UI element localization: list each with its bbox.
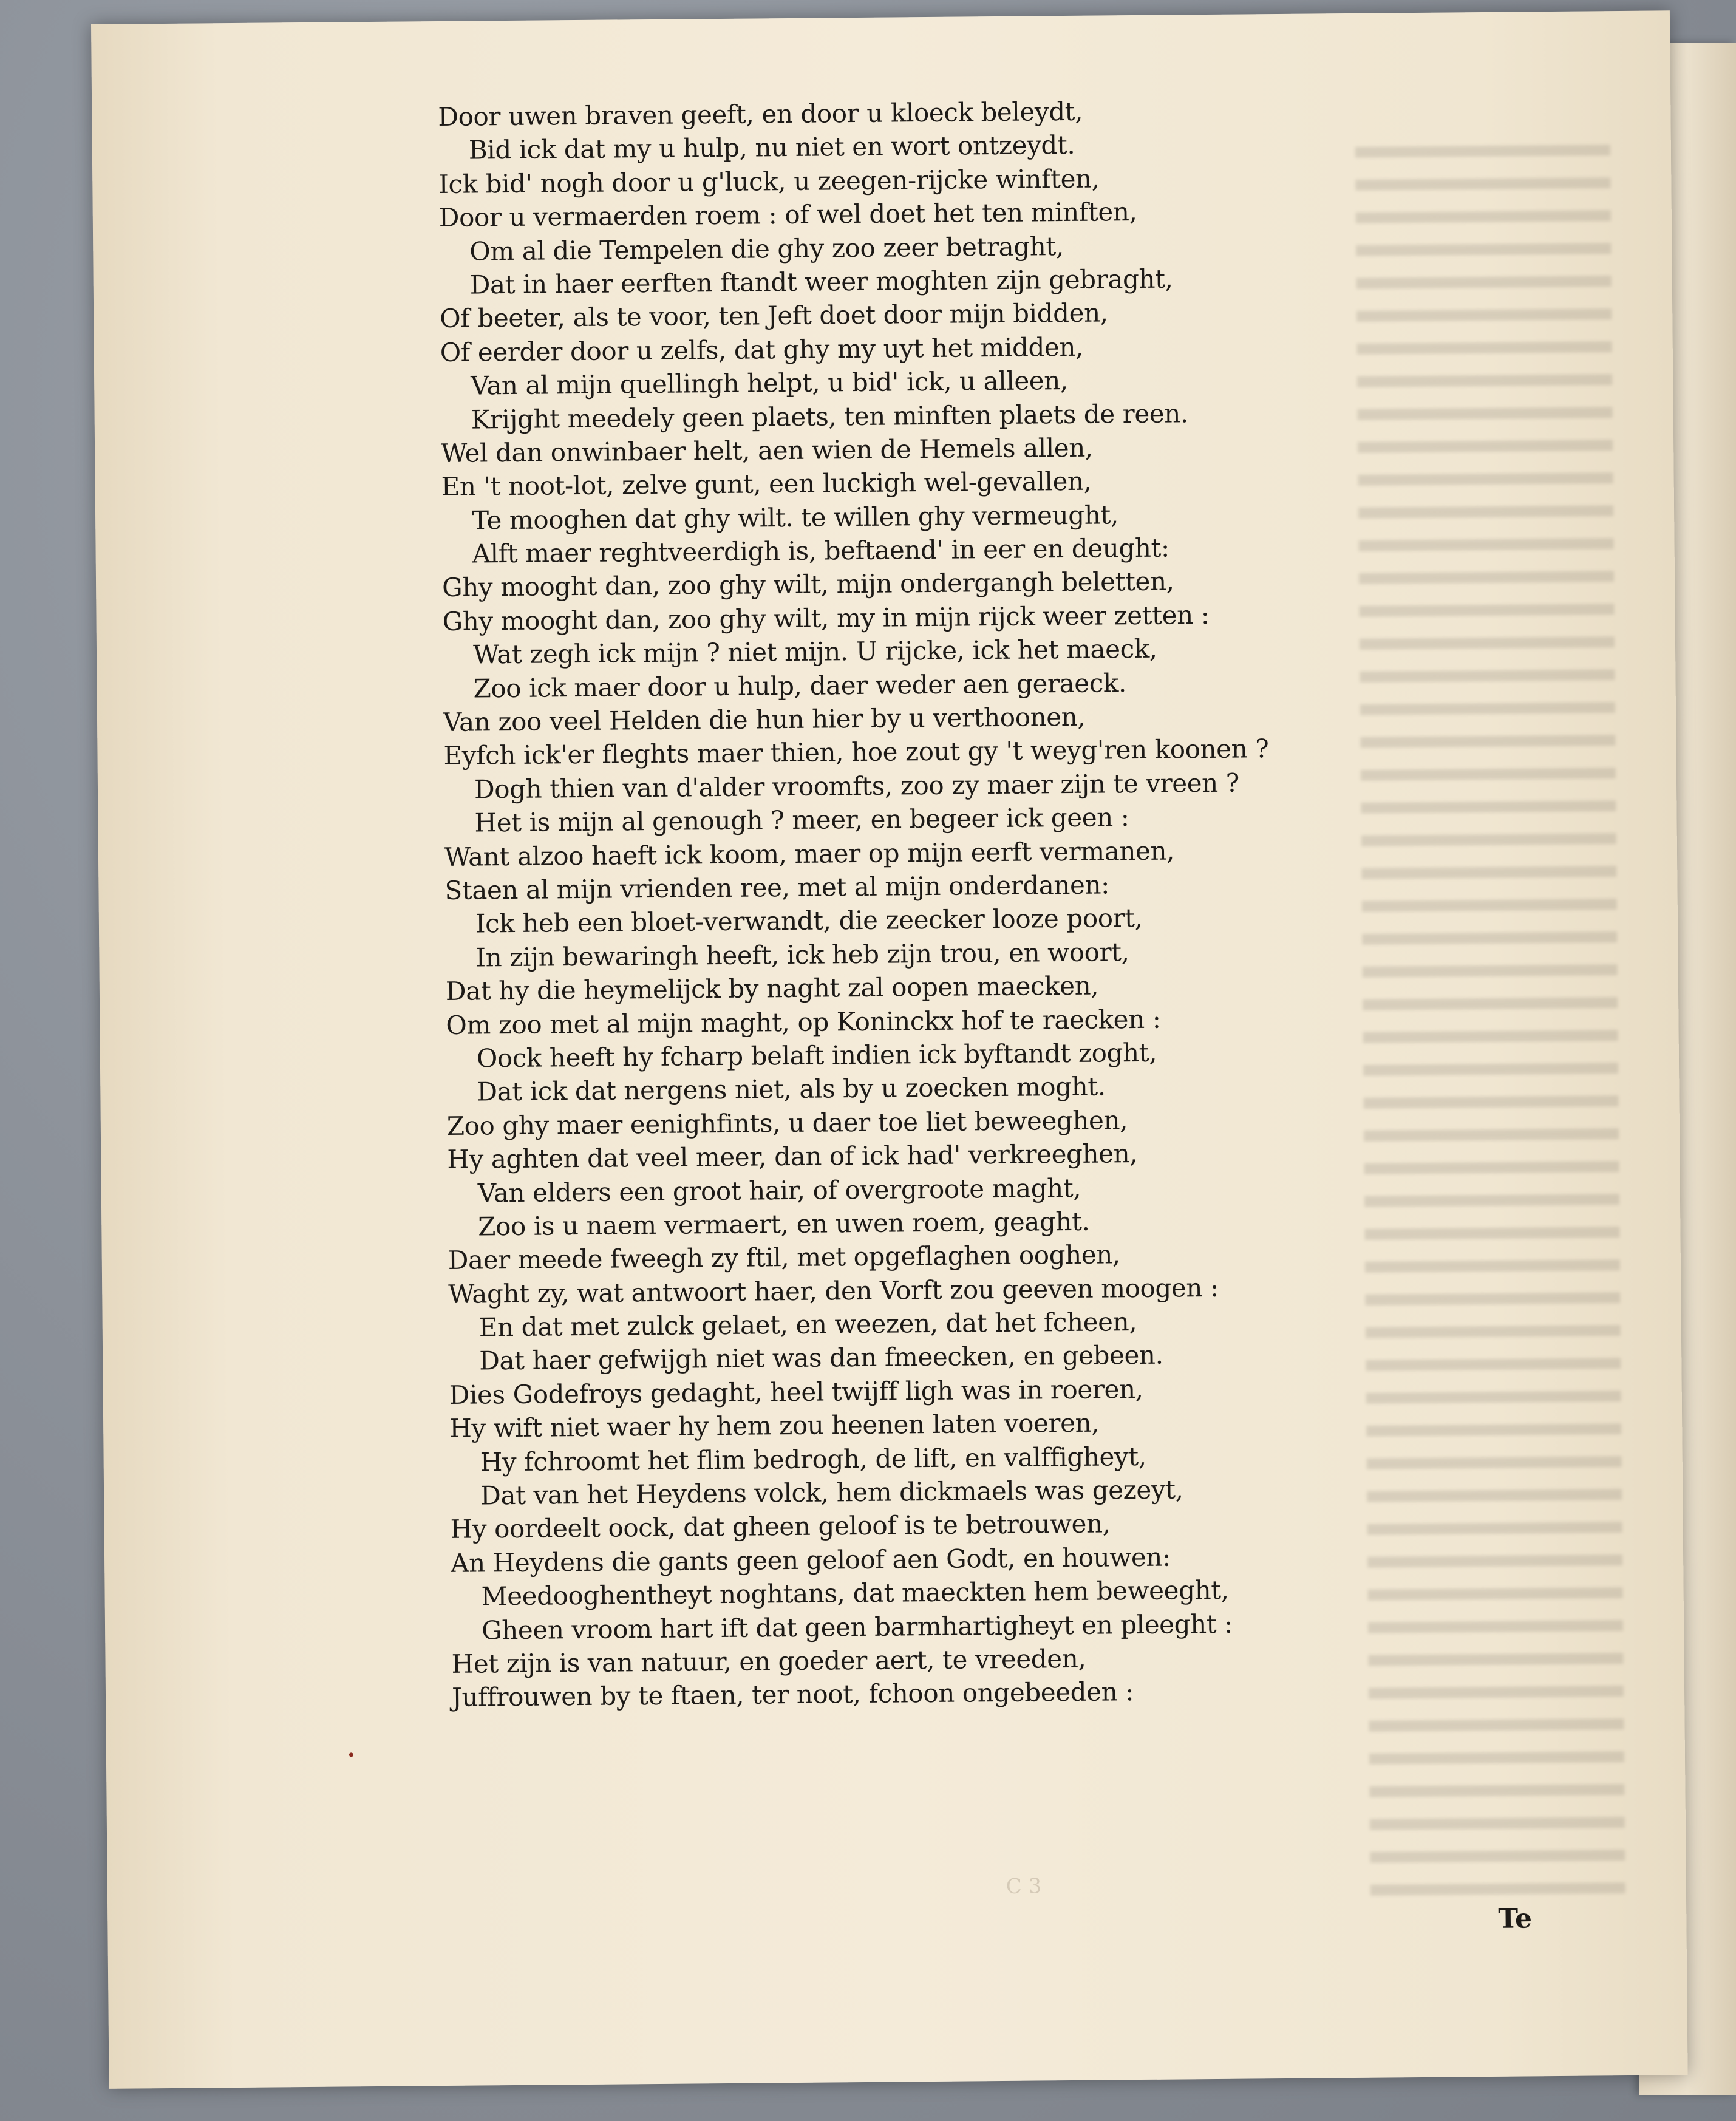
verse-line: Ick heb een bloet-verwandt, die zeecker looze poort, (475, 903, 1143, 939)
verse-line: Ick bid' nogh door u g'luck, u zeegen-rijcke winften, (438, 163, 1100, 199)
verse-line: Van al mijn quellingh helpt, u bid' ick, u alleen, (471, 366, 1069, 401)
verse-line: Staen al mijn vrienden ree, met al mijn onderdanen: (444, 870, 1110, 905)
verse-line: Hy wift niet waer hy hem zou heenen laten voeren, (449, 1408, 1100, 1444)
verse-line: Door uwen braven geeft, en door u kloeck beleydt, (438, 96, 1083, 132)
verse-line: Dat ick dat nergens niet, als by u zoecken moght. (477, 1071, 1106, 1107)
verse-line: In zijn bewaringh heeft, ick heb zijn trou, en woort, (475, 936, 1129, 973)
verse-line: Van zoo veel Helden die hun hier by u verthoonen, (443, 701, 1086, 738)
verse-line: Van elders een groot hair, of overgroote maght, (477, 1173, 1081, 1208)
verse-line: Hy fchroomt het flim bedrogh, de lift, en valffigheyt, (480, 1441, 1146, 1477)
verse-line: Ghy mooght dan, zoo ghy wilt, my in mijn rijck weer zetten : (442, 599, 1210, 636)
signature-mark: C 3 (1006, 1874, 1042, 1899)
verse-line: Alft maer reghtveerdigh is, beftaend' in eer en deught: (472, 533, 1169, 569)
verse-line: Of eerder door u zelfs, dat ghy my uyt het midden, (440, 332, 1084, 367)
ink-speck (349, 1752, 353, 1757)
verse-line: Oock heeft hy fcharp belaft indien ick byftandt zoght, (476, 1037, 1157, 1074)
verse-line: Gheen vroom hart ift dat geen barmhartigheyt en pleeght : (481, 1609, 1233, 1646)
verse-line: Of beeter, als te voor, ten Jeft doet door mijn bidden, (440, 298, 1108, 334)
verse-line: Juffrouwen by te ftaen, ter noot, fchoon ongebeeden : (451, 1677, 1134, 1713)
verse-line: Wel dan onwinbaer helt, aen wien de Hemels allen, (440, 432, 1094, 468)
verse-line: Hy oordeelt oock, dat gheen geloof is te betrouwen, (450, 1508, 1111, 1545)
verse-line: Dat van het Heydens volck, hem dickmaels was gezeyt, (480, 1474, 1183, 1511)
verse-line: Zoo is u naem vermaert, en uwen roem, geaght. (478, 1206, 1090, 1242)
verse-line: Dat hy die heymelijck by naght zal oopen maecken, (445, 970, 1099, 1007)
verse-line: Te mooghen dat ghy wilt. te willen ghy vermeught, (471, 499, 1118, 536)
verse-line: Zoo ghy maer eenighfints, u daer toe liet beweeghen, (446, 1105, 1128, 1141)
verse-line: Dat in haer eerften ftandt weer moghten zijn gebraght, (469, 264, 1173, 300)
book-page (91, 10, 1688, 2089)
verse-line: Dies Godefroys gedaght, heel twijff ligh was in roeren, (449, 1374, 1143, 1410)
verse-line: Hy aghten dat veel meer, dan of ick had' verkreeghen, (447, 1139, 1138, 1175)
verse-line: Zoo ick maer door u hulp, daer weder aen geraeck. (473, 667, 1127, 704)
verse-line: Eyfch ick'er fleghts maer thien, hoe zout gy 't weyg'ren koonen ? (443, 734, 1269, 771)
catchword: Te (1498, 1903, 1533, 1935)
verse-line: Om al die Tempelen die ghy zoo zeer betraght, (469, 231, 1064, 267)
verse-line: Meedooghentheyt noghtans, dat maeckten hem beweeght, (481, 1575, 1229, 1612)
verse-line: Wat zegh ick mijn ? niet mijn. U rijcke, ick het maeck, (472, 633, 1157, 670)
verse-line: Ghy mooght dan, zoo ghy wilt, mijn ondergangh beletten, (441, 566, 1174, 603)
verse-line: Krijght meedely geen plaets, ten minften plaets de reen. (471, 398, 1189, 435)
verse-line: Dat haer gefwijgh niet was dan fmeecken, en gebeen. (479, 1340, 1163, 1376)
verse-line: Daer meede fweegh zy ftil, met opgeflaghen ooghen, (448, 1239, 1121, 1276)
verse-line: An Heydens die gants geen geloof aen Godt, en houwen: (450, 1542, 1171, 1578)
verse-line: Waght zy, wat antwoort haer, den Vorft zou geeven moogen : (448, 1272, 1219, 1309)
verse-line: Bid ick dat my u hulp, nu niet en wort ontzeydt. (468, 130, 1075, 165)
verse-line: En 't noot-lot, zelve gunt, een luckigh wel-gevallen, (441, 466, 1092, 502)
verse-line: Dogh thien van d'alder vroomfts, zoo zy maer zijn te vreen ? (474, 768, 1240, 805)
verse-line: Het zijn is van natuur, en goeder aert, te vreeden, (451, 1643, 1086, 1679)
verse-line: Door u vermaerden roem : of wel doet het ten minften, (438, 197, 1137, 233)
verse-line: Het is mijn al genough ? meer, en begeer ick geen : (474, 802, 1129, 838)
verse-line: Want alzoo haeft ick koom, maer op mijn eerft vermanen, (444, 836, 1175, 872)
verse-line: En dat met zulck gelaet, en weezen, dat het fcheen, (478, 1307, 1137, 1343)
verse-text-block (438, 91, 1484, 1714)
verse-line: Om zoo met al mijn maght, op Koninckx hof te raecken : (446, 1004, 1161, 1040)
